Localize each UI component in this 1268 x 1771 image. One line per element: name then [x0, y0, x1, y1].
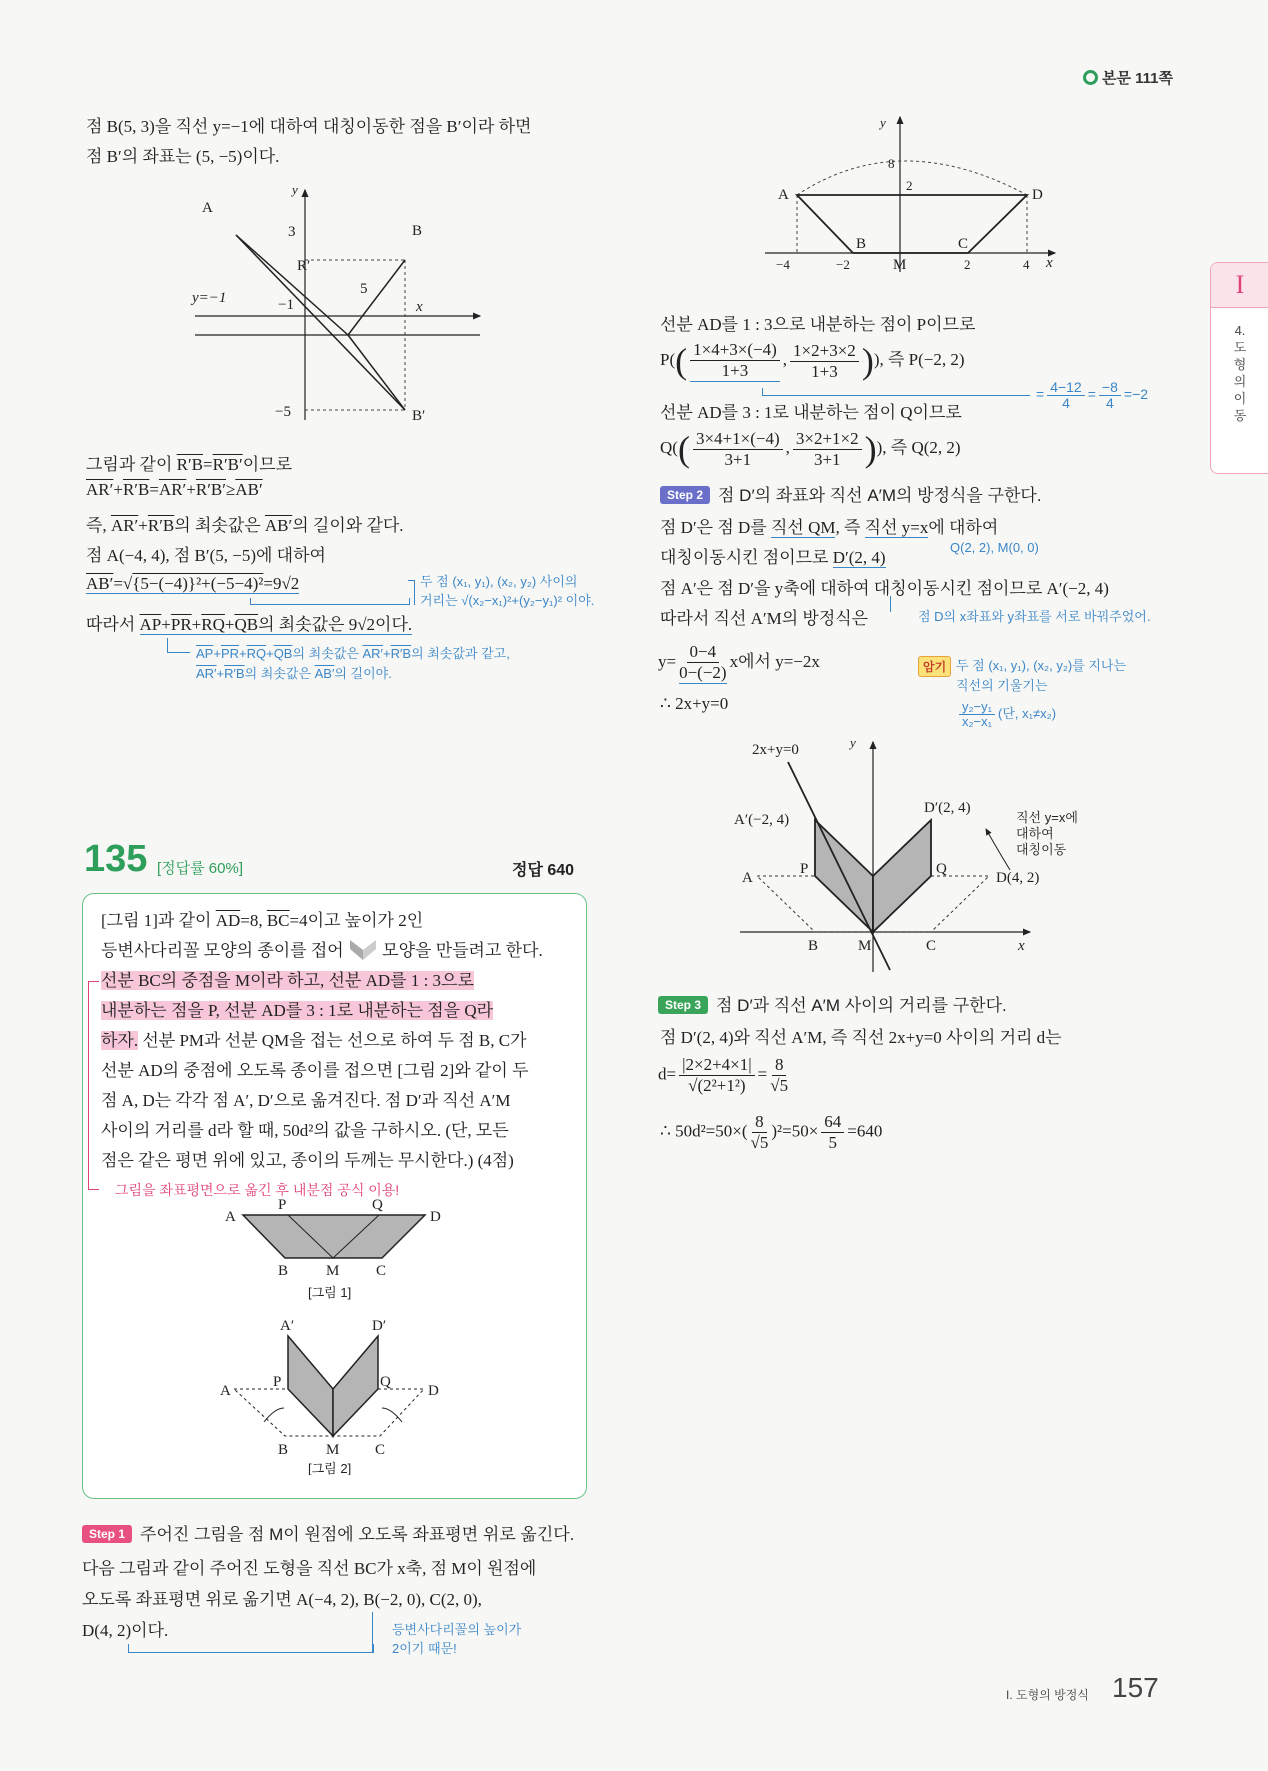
- coordinate-trapezoid-figure: [760, 112, 1060, 277]
- svg-text:x: x: [1018, 938, 1025, 954]
- label-B-prime: B′: [412, 408, 426, 424]
- step-2-line-2: 대칭이동시킨 점이므로 D′(2, 4): [660, 548, 886, 567]
- memorize-badge: 암기: [918, 656, 951, 677]
- svg-text:A: A: [220, 1383, 231, 1399]
- folded-coordinate-figure: [720, 732, 1150, 972]
- page-number: 157: [1112, 1672, 1159, 1703]
- hint-note: 그림을 좌표평면으로 옮긴 후 내분점 공식 이용!: [115, 1182, 400, 1198]
- svg-text:x: x: [1046, 255, 1053, 271]
- step-3-line-1: 점 D′(2, 4)와 직선 A′M, 즉 직선 2x+y=0 사이의 거리 d는: [660, 1028, 1062, 1047]
- svg-text:8: 8: [888, 156, 895, 171]
- svg-text:A: A: [225, 1209, 236, 1225]
- y-axis-label: y: [292, 182, 298, 197]
- tick-3: 3: [288, 224, 296, 240]
- label-R-prime: R′: [297, 258, 311, 274]
- svg-text:y: y: [880, 115, 886, 130]
- p-formula: P(( $\frac{1\times 4+3\times(-4)}{1+3}$ , $\frac{1\times 2+3\times 2}{1+3}$ )), 즉 P(−2, 2): [660, 340, 965, 381]
- svg-text:M: M: [858, 938, 872, 954]
- svg-text:대칭이동: 대칭이동: [1016, 842, 1067, 857]
- svg-text:2: 2: [964, 257, 971, 272]
- prev-line-4: AR′+R′B=AR′+R′B′≥AB′: [86, 480, 263, 499]
- distance-note: 두 점 (x₁, y₁), (x₂, y₂) 사이의 거리는 √(x₂−x₁)²+(y₂−y₁)² 이야.: [420, 574, 595, 608]
- section-title: 4. 도 형 의 이 동: [1233, 323, 1247, 423]
- svg-text:M: M: [326, 1442, 340, 1458]
- step-2-line-1: 점 D′은 점 D를 직선 QM, 즉 직선 y=x에 대하여: [660, 518, 999, 537]
- prev-line-5: 즉, AR′+R′B의 최솟값은 AB′의 길이와 같다.: [86, 516, 404, 535]
- tick-minus-5: −5: [275, 404, 291, 420]
- svg-text:D: D: [1032, 187, 1043, 203]
- chapter-side-tab[interactable]: [1210, 262, 1268, 474]
- step-2-line-3: 점 A′은 점 D′을 y축에 대하여 대칭이동시킨 점이므로 A′(−2, 4): [660, 579, 1109, 598]
- svg-text:B: B: [278, 1263, 289, 1279]
- figure-2-caption: [그림 2]: [308, 1461, 352, 1475]
- chapter-number: I: [1211, 263, 1268, 308]
- svg-text:2: 2: [906, 178, 913, 193]
- label-B: B: [412, 223, 423, 239]
- svg-text:M: M: [893, 257, 907, 273]
- step-1-text: 다음 그림과 같이 주어진 도형을 직선 BC가 x축, 점 M이 원점에 오도록 좌표평면 위로 옮기면 A(−4, 2), B(−2, 0), C(2, 0), D(4, 2)이다.: [82, 1559, 537, 1640]
- svg-text:D(4, 2): D(4, 2): [996, 870, 1040, 886]
- svg-text:A′: A′: [280, 1318, 295, 1334]
- x-axis-label: x: [416, 299, 423, 315]
- circle-arrow-icon: [1083, 70, 1098, 85]
- svg-text:C: C: [958, 236, 969, 252]
- svg-text:A: A: [742, 870, 753, 886]
- step-3-badge: Step 3: [658, 996, 708, 1014]
- svg-text:4: 4: [1023, 257, 1030, 272]
- step-1-heading: Step 1 주어진 그림을 점 M이 원점에 오도록 좌표평면 위로 옮긴다.: [82, 1520, 574, 1545]
- svg-text:y: y: [850, 735, 856, 750]
- slope-memo: 두 점 (x₁, y₁), (x₂, y₂)를 지나는 직선의 기울기는: [956, 658, 1127, 693]
- prev-line-6: 점 A(−4, 4), 점 B′(5, −5)에 대하여: [86, 546, 326, 565]
- qm-note: Q(2, 2), M(0, 0): [950, 540, 1039, 555]
- p-calc-note: = $\frac{4-12}{4}$ = $\frac{-8}{4}$ =−2: [1036, 379, 1149, 411]
- slope-equation: y= $\frac{0-4}{0-(-2)}$ x에서 y=−2x: [658, 642, 820, 682]
- svg-text:M: M: [326, 1263, 340, 1279]
- prev-line-1: 점 B(5, 3)을 직선 y=−1에 대하여 대칭이동한 점을 B′이라 하면: [86, 117, 532, 136]
- tick-5: 5: [360, 281, 368, 297]
- prev-line-8: 따라서 $\overline{AP}+\overline{PR}+\overline{RQ}+\overline{QB}$의 최솟값은 9√2이다.: [86, 615, 413, 634]
- slope-formula: $\frac{\text{y₂−y₁}}{\text{x₂−x₁}}$ (단, x₁≠x₂): [956, 700, 1056, 729]
- problem-number: 135: [84, 838, 148, 880]
- figure-1-caption: [그림 1]: [308, 1285, 352, 1300]
- minimum-note: $\overline{AP}+\overline{PR}+\overline{RQ}+\overline{QB}$의 최솟값은 AR′+R′B의 최솟값과 같고, AR′+R′B의 최솟값은 AB′의 길이야.: [196, 646, 510, 681]
- q-intro: 선분 AD를 3 : 1로 내분하는 점이 Q이므로: [660, 403, 962, 422]
- svg-text:C: C: [375, 1442, 386, 1458]
- prev-line-2: 점 B′의 좌표는 (5, −5)이다.: [86, 147, 280, 166]
- svg-text:P: P: [800, 861, 809, 877]
- swap-note: 점 D의 x좌표와 y좌표를 서로 바꿔주었어.: [918, 609, 1151, 624]
- svg-text:−4: −4: [776, 257, 790, 272]
- svg-text:D′: D′: [372, 1318, 387, 1334]
- step-2-line-4: 따라서 직선 A′M의 방정식은: [660, 609, 869, 628]
- problem-text: [그림 1]과 같이 $\overline{AD}=8$, $\overline{BC}=4$이고 높이가 2인 등변사다리꼴 모양의 종이를 접어 모양을 만들려고 한다. 선분 BC의 중점을 M이라 하고, 선분 AD를 1 : 3으로 내분하는 점을 P, 선분 AD를 3 : 1로 내분하는 점을 Q라 하자. 선분 PM과 선분 QM을 접는 선으로 하여 두 점 B, C가 선분 AD의 중점에 오도록 종이를 접으면 [그림 2]와 같이 두 점 A, D는 각각 점 A′, D′으로 옮겨진다. 점 D′과 직선 A′M 사이의 거리를 d라 할 때, 50d²의 값을 구하시오. (단, 모든 점은 같은 평면 위에 있고, 종이의 두께는 무시한다.) (4점): [101, 911, 543, 1170]
- correct-rate: [정답률 60%]: [157, 860, 243, 877]
- svg-text:Q: Q: [380, 1374, 391, 1390]
- svg-text:Q: Q: [936, 861, 947, 877]
- footer-chapter: I. 도형의 방정식: [1006, 1688, 1089, 1702]
- label-A: A: [202, 200, 213, 216]
- answer-label: 정답 640: [512, 862, 575, 879]
- tick-minus-1: −1: [278, 297, 294, 313]
- svg-text:B: B: [808, 938, 819, 954]
- line-label: y=−1: [192, 290, 227, 306]
- folded-v-shape-icon: [348, 937, 378, 961]
- svg-text:P: P: [273, 1374, 282, 1390]
- prev-line-3: 그림과 같이 R′B=R′B′이므로: [86, 455, 293, 474]
- svg-text:D′(2, 4): D′(2, 4): [924, 800, 971, 816]
- step-3-heading: Step 3 점 D′과 직선 A′M 사이의 거리를 구한다.: [658, 991, 1007, 1016]
- svg-text:P: P: [278, 1197, 287, 1213]
- body-page-reference: 본문 111쪽: [1083, 67, 1173, 88]
- svg-text:대하여: 대하여: [1016, 826, 1054, 841]
- distance-formula: AB′=√{5−(−4)}²+(−5−4)²=9√2: [86, 574, 300, 593]
- line-result: ∴ 2x+y=0: [660, 694, 729, 713]
- svg-text:직선 y=x에: 직선 y=x에: [1016, 810, 1078, 825]
- final-answer-equation: ∴ 50d²=50×( $\frac{8}{√5}$ )²=50× $\frac{64}{5}$ =640: [660, 1112, 883, 1152]
- figure-1-trapezoid: [220, 1197, 450, 1302]
- svg-text:C: C: [926, 938, 937, 954]
- svg-text:D: D: [428, 1383, 439, 1399]
- reflection-figure: [180, 180, 500, 430]
- svg-text:B: B: [278, 1442, 289, 1458]
- svg-text:Q: Q: [372, 1197, 383, 1213]
- p-intro: 선분 AD를 1 : 3으로 내분하는 점이 P이므로: [660, 315, 976, 334]
- svg-text:−2: −2: [836, 257, 850, 272]
- q-formula: Q(( $\frac{3\times 4+1\times(-4)}{3+1}$ , $\frac{3\times 2+1\times 2}{3+1}$ )), 즉 Q(2, 2): [660, 428, 961, 469]
- step-2-badge: Step 2: [660, 486, 710, 504]
- svg-text:B: B: [856, 236, 867, 252]
- segment-AB-prime: [236, 235, 405, 410]
- figure-2-folded: [220, 1310, 450, 1475]
- svg-text:C: C: [376, 1263, 387, 1279]
- svg-text:A′(−2, 4): A′(−2, 4): [734, 812, 790, 828]
- svg-text:A: A: [778, 187, 789, 203]
- distance-d-equation: d= $\frac{|2\times 2+4\times 1|}{\text{√(2²+1²)}}$ = $\frac{8}{√5}$: [658, 1055, 789, 1095]
- step-1-badge: Step 1: [82, 1525, 132, 1543]
- height-note: 등변사다리꼴의 높이가 2이기 때문!: [392, 1622, 522, 1656]
- svg-text:2x+y=0: 2x+y=0: [752, 742, 799, 758]
- svg-text:D: D: [430, 1209, 441, 1225]
- step-2-heading: Step 2 점 D′의 좌표와 직선 A′M의 방정식을 구한다.: [660, 481, 1042, 506]
